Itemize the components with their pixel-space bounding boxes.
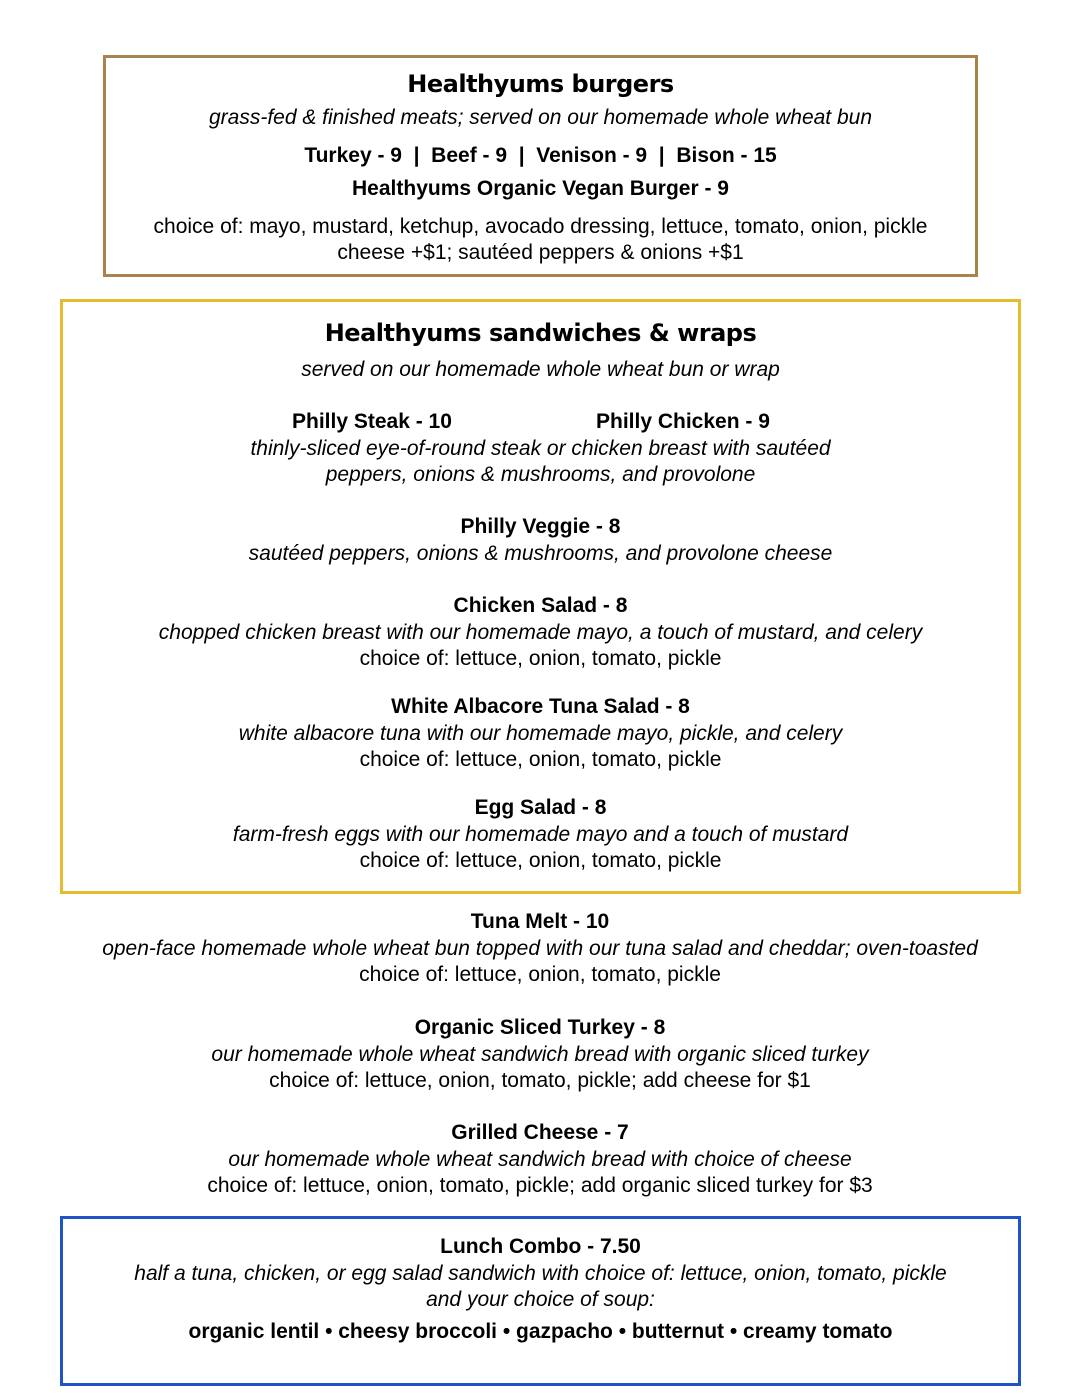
philly-veggie-desc: sautéed peppers, onions & mushrooms, and provolone cheese [248,542,833,565]
tuna-salad-desc: white albacore tuna with our homemade mayo, pickle, and celery [238,722,843,745]
philly-desc-1: thinly-sliced eye-of-round steak or chicken breast with sautéed [250,437,831,460]
grilled-cheese-desc: our homemade whole wheat sandwich bread with choice of cheese [228,1148,852,1171]
philly-desc-2: peppers, onions & mushrooms, and provolone [325,463,756,486]
organic-turkey-choice: choice of: lettuce, onion, tomato, pickle; add cheese for $1 [269,1069,811,1092]
philly-veggie-name: Philly Veggie - 8 [460,515,621,538]
tuna-melt-choice: choice of: lettuce, onion, tomato, pickle [359,963,721,986]
chicken-salad-choice: choice of: lettuce, onion, tomato, pickle [359,647,722,670]
lunch-combo-desc-1: half a tuna, chicken, or egg salad sandwich with choice of: lettuce, onion, tomato, pickle [134,1262,947,1285]
egg-salad-name: Egg Salad - 8 [474,796,607,819]
tuna-salad-name: White Albacore Tuna Salad - 8 [391,695,690,718]
organic-turkey-name: Organic Sliced Turkey - 8 [414,1016,666,1039]
tuna-melt-desc: open-face homemade whole wheat bun topped with our tuna salad and cheddar; oven-toasted [102,937,978,960]
lunch-combo-name: Lunch Combo - 7.50 [440,1235,641,1258]
egg-salad-desc: farm-fresh eggs with our homemade mayo and a touch of mustard [232,823,849,846]
chicken-salad-desc: chopped chicken breast with our homemade mayo, a touch of mustard, and celery [158,621,923,644]
burgers-extras: cheese +$1; sautéed peppers & onions +$1 [337,241,744,264]
philly-steak-name: Philly Steak - 10 [292,410,452,433]
lunch-combo-section [60,1216,1021,1386]
burgers-section [103,55,978,277]
grilled-cheese-choice: choice of: lettuce, onion, tomato, pickle; add organic sliced turkey for $3 [207,1174,873,1197]
organic-turkey-desc: our homemade whole wheat sandwich bread with organic sliced turkey [211,1043,869,1066]
sandwiches-section [60,299,1021,894]
tuna-salad-choice: choice of: lettuce, onion, tomato, pickle [359,748,722,771]
burgers-choices: choice of: mayo, mustard, ketchup, avocado dressing, lettuce, tomato, onion, pickle [153,215,928,238]
sandwiches-subtitle: served on our homemade whole wheat bun or wrap [301,358,780,381]
burgers-items: Turkey - 9 | Beef - 9 | Venison - 9 | Bison - 15 [304,144,777,167]
philly-chicken-name: Philly Chicken - 9 [596,410,770,433]
grilled-cheese-name: Grilled Cheese - 7 [451,1121,629,1144]
tuna-melt-name: Tuna Melt - 10 [470,910,610,933]
sandwiches-title: Healthyums sandwiches & wraps [324,319,757,347]
lunch-combo-desc-2: and your choice of soup: [426,1288,655,1311]
burgers-title: Healthyums burgers [407,70,674,98]
egg-salad-choice: choice of: lettuce, onion, tomato, pickle [359,849,722,872]
burgers-subtitle: grass-fed & finished meats; served on our homemade whole wheat bun [208,106,873,129]
soup-options: organic lentil • cheesy broccoli • gazpacho • butternut • creamy tomato [188,1320,893,1343]
vegan-burger: Healthyums Organic Vegan Burger - 9 [352,177,729,200]
chicken-salad-name: Chicken Salad - 8 [453,594,628,617]
philly-row [63,410,1018,436]
